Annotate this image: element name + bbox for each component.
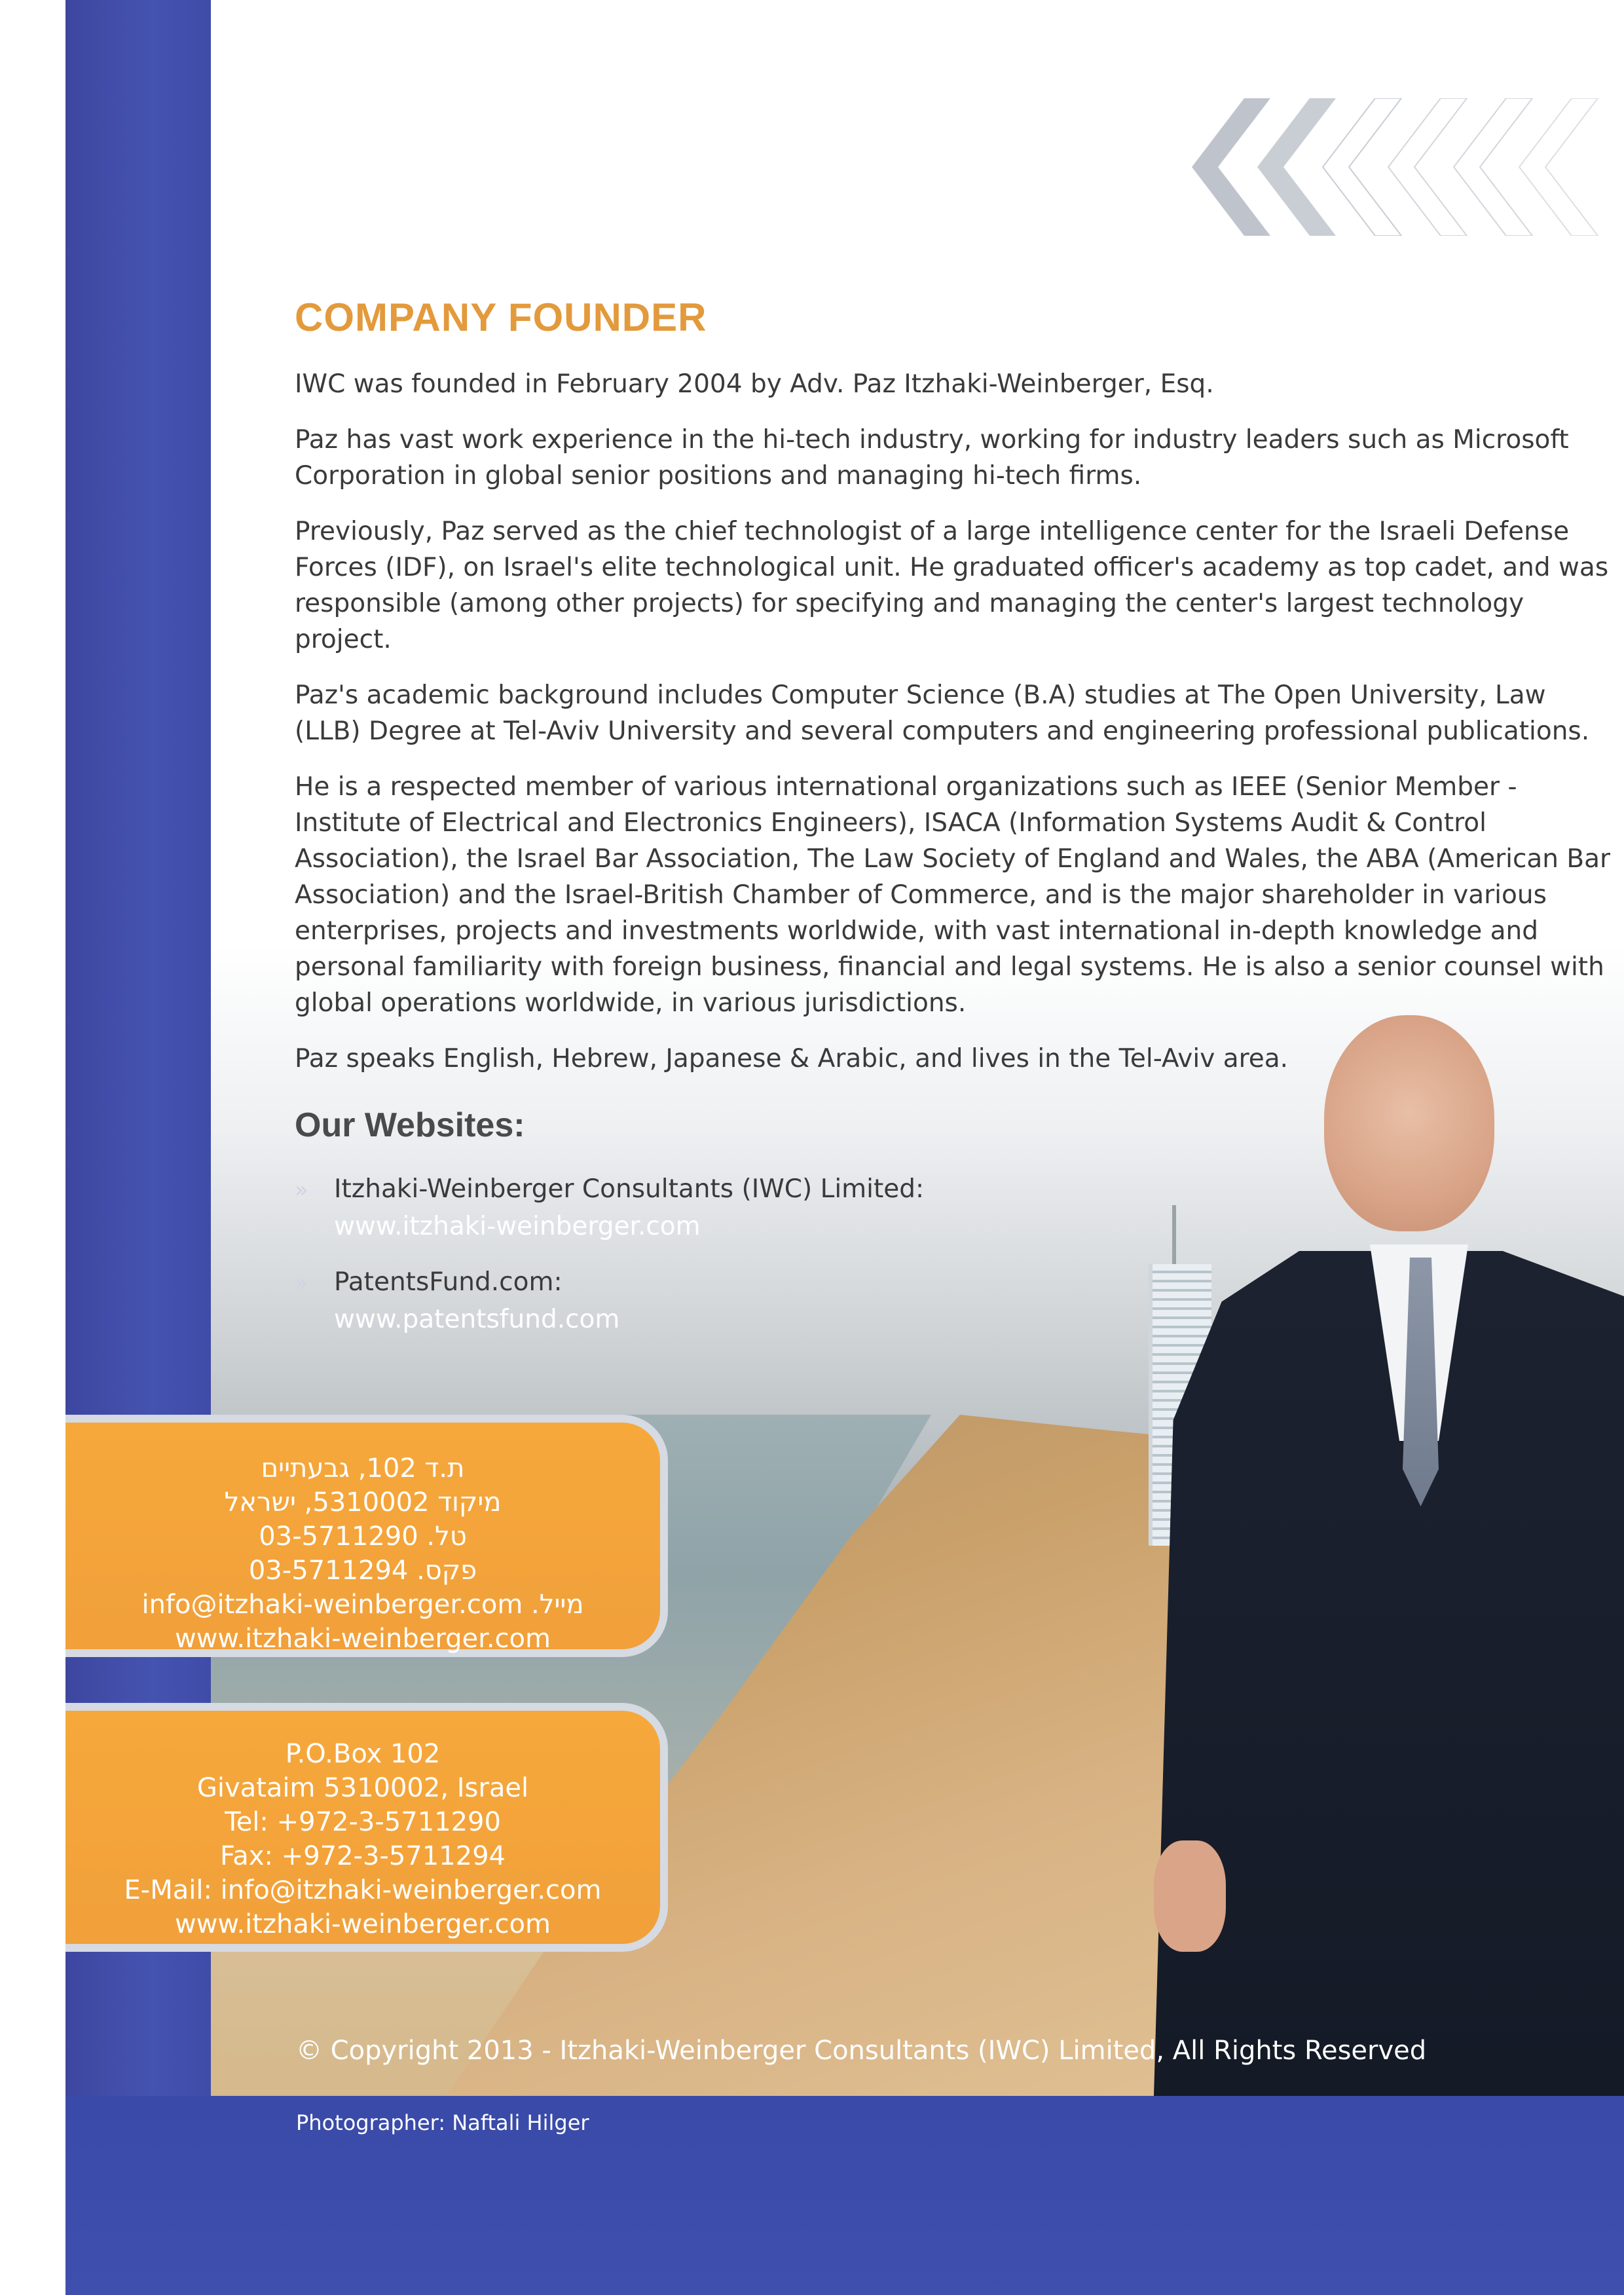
website-line[interactable]: www.itzhaki-weinberger.com — [174, 1624, 551, 1654]
man-suit — [1154, 1251, 1624, 2096]
photographer-credit: Photographer: Naftali Hilger — [296, 2110, 589, 2135]
website-link[interactable]: www.patentsfund.com — [334, 1305, 620, 1334]
double-chevron-icon: » — [295, 1270, 308, 1296]
websites-heading: Our Websites: — [295, 1106, 525, 1144]
phone-line: טל. 03-5711290 — [259, 1521, 467, 1552]
email-line[interactable]: מייל. info@itzhaki-weinberger.com — [141, 1590, 584, 1620]
email-line[interactable]: E-Mail: info@itzhaki-weinberger.com — [124, 1875, 602, 1905]
english-address-box — [65, 1703, 668, 1952]
website-item — [295, 1264, 1611, 1337]
paragraph: Paz's academic background includes Computer Science (B.A) studies at The Open University, Law (LLB) Degree at Tel-Aviv University and several computers and engineering professional publications. — [295, 681, 1590, 746]
website-item — [295, 1171, 1611, 1244]
paragraph: Paz has vast work experience in the hi-tech industry, working for industry leaders such as Microsoft Corporation in global senior positions and managing hi-tech firms. — [295, 425, 1569, 491]
paragraph: He is a respected member of various international organizations such as IEEE (Senior Member - Institute of Electrical and Electronics Engineers), ISACA (Information Systems Audit & Control Association), the Israel Bar Association, The Law Society of England and Wales, the ABA (American Bar Association) and the Israel-British Chamber of Commerce, and is the major shareholder in various enterprises, projects and investments worldwide, with vast international in-depth knowledge and personal familiarity with foreign business, financial and legal systems. He is also a senior counsel with global operations worldwide, in various jurisdictions. — [295, 772, 1611, 1018]
scan-edge — [0, 0, 65, 2295]
website-line[interactable]: www.itzhaki-weinberger.com — [174, 1909, 551, 1939]
fax-line: Fax: +972-3-5711294 — [219, 1841, 506, 1871]
fax-line: פקס. 03-5711294 — [248, 1556, 477, 1586]
address-line: P.O.Box 102 — [285, 1739, 441, 1769]
double-chevron-icon: » — [295, 1177, 308, 1203]
paragraph: Previously, Paz served as the chief technologist of a large intelligence center for the Israeli Defense Forces (IDF), on Israel's elite technological unit. He graduated officer's academy as top cadet, and was responsible (among other projects) for specifying and managing the center's largest technology project. — [295, 517, 1609, 654]
address-line: Givataim 5310002, Israel — [196, 1773, 529, 1803]
website-name: PatentsFund.com: — [334, 1267, 563, 1297]
address-line: מיקוד 5310002, ישראל — [224, 1487, 502, 1518]
man-hand — [1154, 1840, 1226, 1952]
address-line: ת.ד 102, גבעתיים — [261, 1453, 465, 1483]
paragraph: Paz speaks English, Hebrew, Japanese & Arabic, and lives in the Tel-Aviv area. — [295, 1044, 1289, 1073]
page-title: COMPANY FOUNDER — [295, 295, 707, 339]
copyright-notice: © Copyright 2013 - Itzhaki-Weinberger Consultants (IWC) Limited, All Rights Reserved — [296, 2036, 1427, 2066]
phone-line: Tel: +972-3-5711290 — [225, 1807, 501, 1837]
website-link[interactable]: www.itzhaki-weinberger.com — [334, 1212, 701, 1241]
chevron-decoration-icon — [1172, 98, 1624, 236]
hebrew-address-box — [65, 1415, 668, 1657]
website-name: Itzhaki-Weinberger Consultants (IWC) Limited: — [334, 1174, 925, 1204]
text-column — [295, 275, 1611, 1357]
paragraph: IWC was founded in February 2004 by Adv. Paz Itzhaki-Weinberger, Esq. — [295, 369, 1214, 399]
